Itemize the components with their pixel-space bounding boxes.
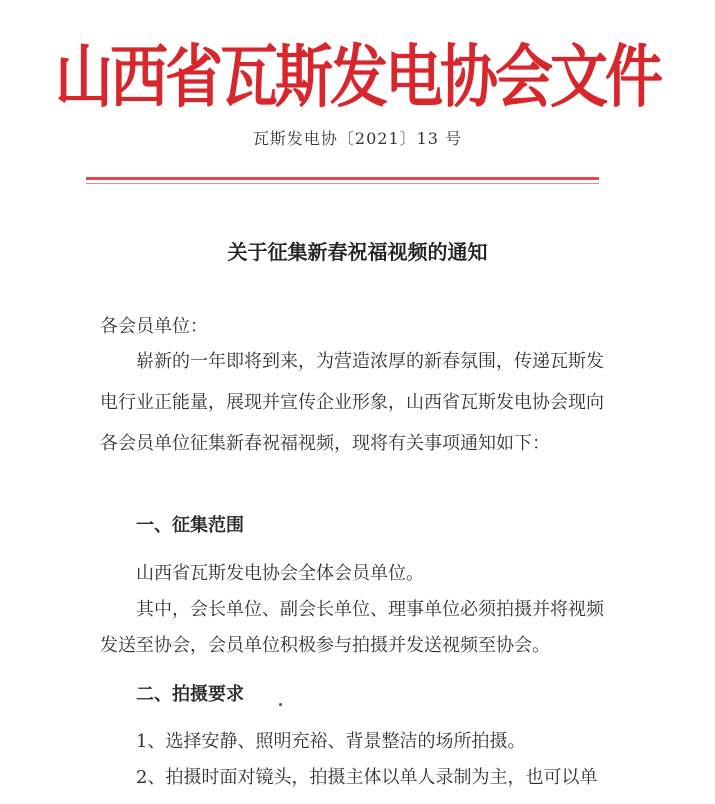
red-divider-thin <box>86 183 599 184</box>
scope-line-2: 其中，会长单位、副会长单位、理事单位必须拍摄并将视频 <box>136 599 604 620</box>
stray-mark <box>279 703 282 706</box>
salutation: 各会员单位： <box>100 316 208 337</box>
notice-title: 关于征集新春祝福视频的通知 <box>227 240 488 264</box>
intro-line-3: 各会员单位征集新春祝福视频，现将有关事项通知如下： <box>100 433 550 454</box>
document-number: 瓦斯发电协〔2021〕13 号 <box>252 129 463 148</box>
intro-line-1: 崭新的一年即将到来，为营造浓厚的新春氛围，传递瓦斯发 <box>136 351 604 372</box>
section-heading-requirements: 二、拍摄要求 <box>136 684 244 705</box>
scope-line-1: 山西省瓦斯发电协会全体会员单位。 <box>136 563 424 584</box>
requirement-line-1: 1、选择安静、照明充裕、背景整洁的场所拍摄。 <box>136 731 526 752</box>
masthead-title: 山西省瓦斯发电协会文件 <box>54 36 660 117</box>
red-divider-thick <box>86 177 599 180</box>
section-heading-scope: 一、征集范围 <box>136 515 244 536</box>
scope-line-3: 发送至协会，会员单位积极参与拍摄并发送视频至协会。 <box>100 635 550 656</box>
requirement-line-2: 2、拍摄时面对镜头，拍摄主体以单人录制为主，也可以单 <box>136 767 598 788</box>
intro-line-2: 电行业正能量，展现并宣传企业形象，山西省瓦斯发电协会现向 <box>100 392 604 413</box>
